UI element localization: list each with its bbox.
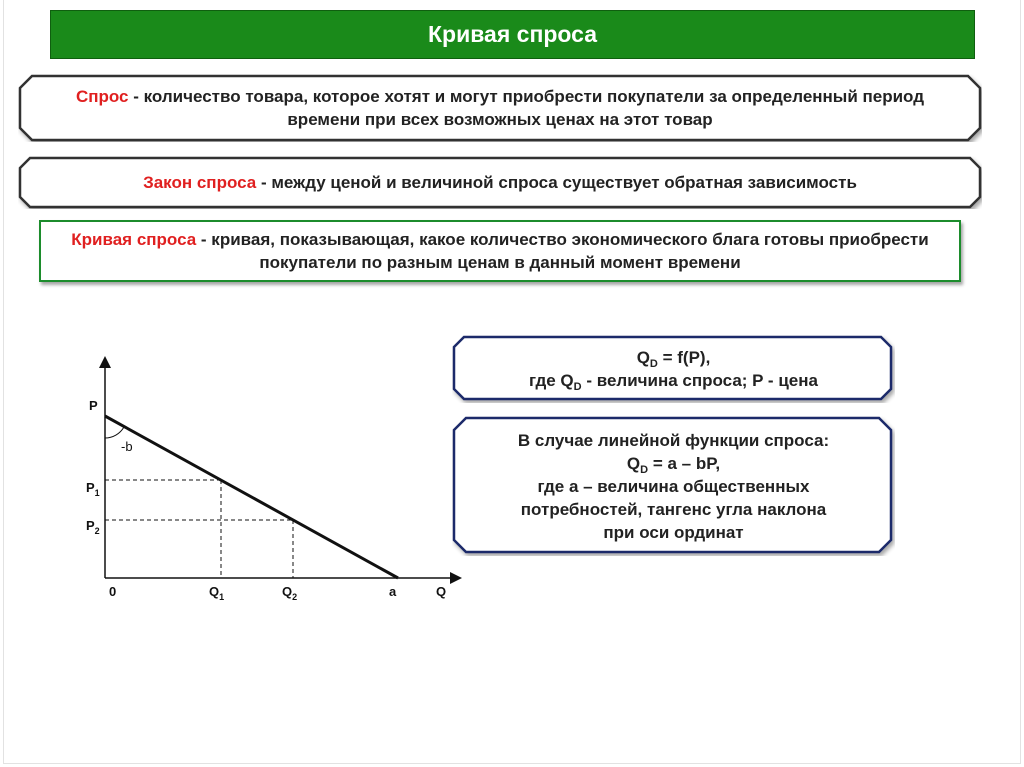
demand-function-line1: $Q_D = f(P)$,: [636, 348, 711, 370]
linear-line5: при оси ординат: [603, 522, 744, 542]
linear-line1: В случае линейной функции спроса:: [517, 430, 830, 450]
demand-curve-definition-box: [39, 220, 961, 282]
q2-label: $Q_2$: [282, 584, 298, 602]
a-label: a: [389, 584, 397, 599]
q1-label: $Q_1$: [209, 584, 225, 602]
x-axis-label: Q: [436, 584, 447, 599]
linear-function-box: [452, 416, 895, 556]
slope-angle-arc: [105, 427, 124, 438]
y-axis-label: P: [89, 398, 98, 413]
p1-label: $P_1$: [86, 480, 100, 498]
demand-line: [105, 416, 398, 578]
slope-label: -b: [121, 439, 133, 454]
linear-function-text: [498, 429, 849, 544]
linear-line4: потребностей, тангенс угла наклона: [520, 499, 827, 519]
law-description: - между ценой и величиной спроса существует обратная зависимость: [256, 173, 857, 192]
demand-term: Спрос: [75, 87, 129, 106]
demand-curve-definition-text: [41, 228, 959, 274]
curve-term: Кривая спроса: [71, 230, 197, 249]
linear-line3: где а – величина общественных: [537, 476, 810, 496]
demand-description: - количество товара, которое хотят и могут приобрести покупатели за определенный период времени при всех возможных ценах на этот товар: [128, 87, 925, 129]
origin-label: 0: [109, 584, 117, 599]
demand-definition-text: [18, 85, 982, 131]
linear-line2: $Q_D = a$ – bP,: [626, 453, 721, 476]
curve-description: - кривая, показывающая, какое количество экономического блага готовы приобрести покупатели по разным ценам в данный момент времени: [196, 230, 929, 272]
law-of-demand-text: [123, 171, 877, 194]
slide-title-text: Кривая спроса: [427, 21, 597, 47]
demand-function-line2: где $Q_D$ - величина спроса; P - цена: [529, 371, 818, 393]
p2-label: $P_2$: [86, 518, 100, 536]
demand-function-text: [509, 346, 838, 392]
law-term: Закон спроса: [143, 173, 257, 192]
